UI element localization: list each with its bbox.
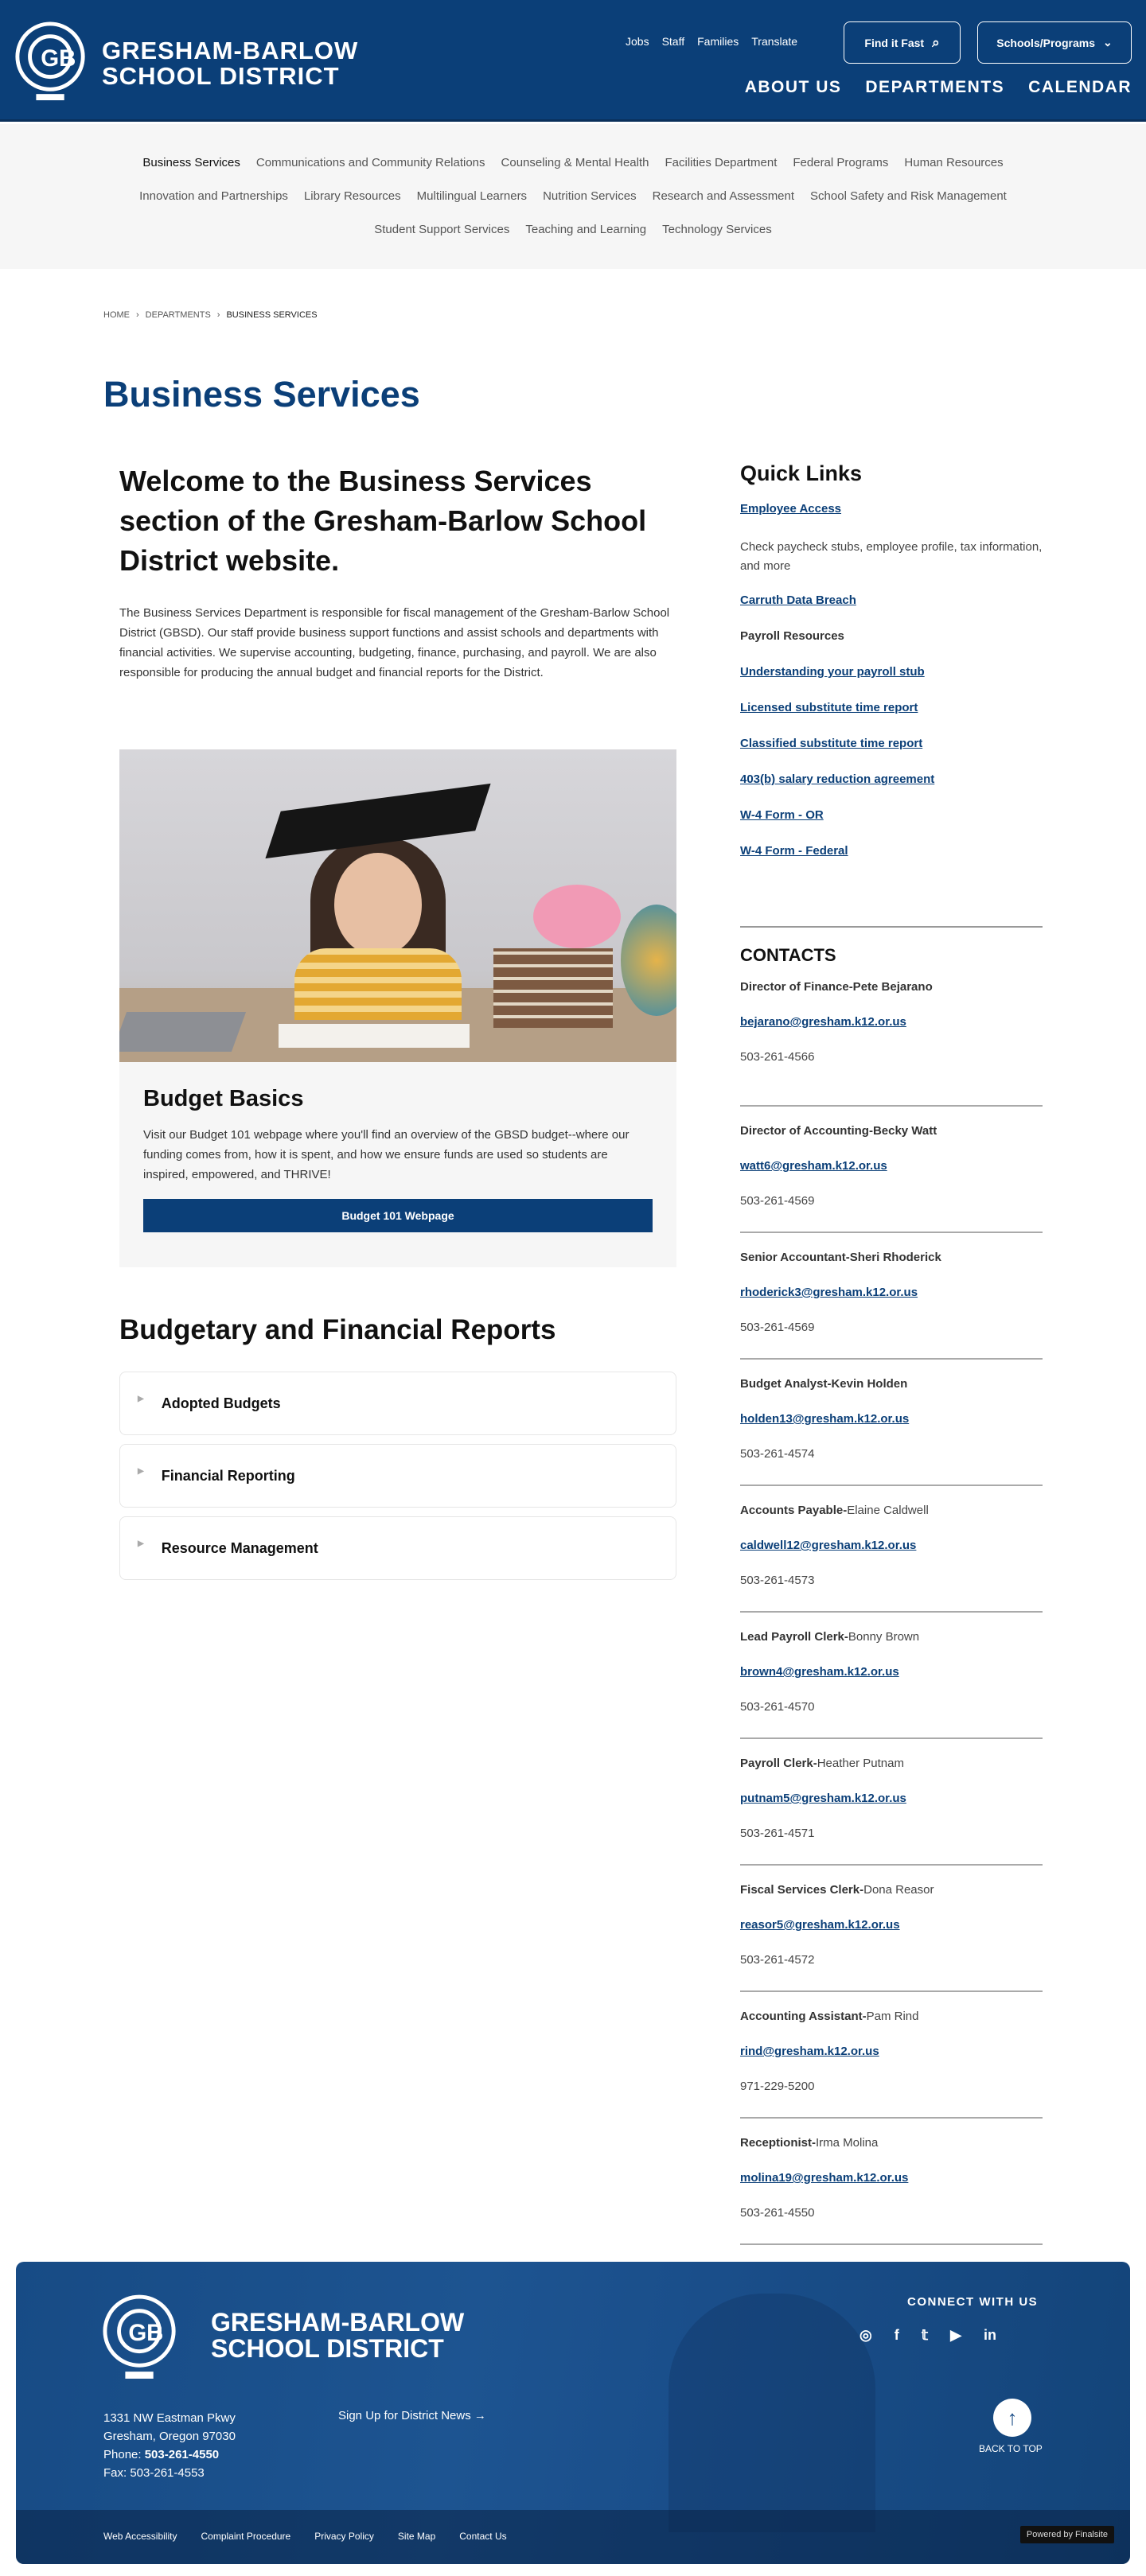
svg-text:GB: GB (128, 2319, 164, 2346)
subnav-row (0, 189, 1146, 203)
subnav-item[interactable]: Federal Programs (793, 156, 889, 169)
caret-right-icon: ▶ (138, 1539, 144, 1548)
contact-title (740, 980, 1043, 1015)
link-classified-sub-report[interactable]: Classified substitute time report (740, 737, 923, 750)
quick-links (740, 461, 1043, 880)
address-line-1: 1331 NW Eastman Pkwy (103, 2411, 236, 2425)
subnav-row (0, 156, 1146, 169)
contact-phone: 503-261-4550 (740, 2206, 815, 2220)
contact-email-link[interactable]: rind@gresham.k12.or.us (740, 2045, 879, 2058)
subnav-item[interactable]: Technology Services (662, 223, 772, 236)
caret-right-icon: ▶ (138, 1466, 144, 1476)
district-name[interactable] (102, 38, 358, 89)
contact-email-link[interactable]: watt6@gresham.k12.or.us (740, 1159, 887, 1173)
schools-programs-label: Schools/Programs (996, 36, 1095, 49)
svg-text:GB: GB (41, 45, 76, 72)
contact-name: Pam Rind (866, 2010, 919, 2023)
contact-card (740, 980, 1043, 1107)
twitter-icon[interactable]: 𝕥 (921, 2327, 929, 2343)
link-translate[interactable]: Translate (751, 35, 798, 48)
find-it-fast-button[interactable] (844, 21, 961, 64)
footer-bottom-bar (16, 2510, 1130, 2564)
contact-name: Heather Putnam (817, 1757, 904, 1770)
contact-title (740, 1757, 1043, 1792)
subnav-item[interactable]: Library Resources (303, 189, 401, 203)
connect-heading: CONNECT WITH US (907, 2295, 1039, 2309)
footer-links (103, 2531, 507, 2542)
link-complaint-procedure[interactable]: Complaint Procedure (201, 2531, 291, 2542)
arrow-right-icon: → (474, 2409, 486, 2422)
utility-nav (626, 35, 797, 48)
quick-links-heading: Quick Links (740, 461, 863, 485)
contacts-heading: CONTACTS (740, 945, 836, 965)
contact-title (740, 1251, 1043, 1286)
contact-phone: 503-261-4573 (740, 1574, 815, 1587)
link-site-map[interactable]: Site Map (397, 2531, 436, 2542)
accordion-adopted-budgets[interactable] (119, 1372, 676, 1435)
contact-title (740, 1883, 1043, 1918)
budget-101-button[interactable]: Budget 101 Webpage (143, 1199, 653, 1232)
site-header (0, 0, 1146, 122)
link-staff[interactable]: Staff (661, 35, 685, 48)
contact-email-link[interactable]: holden13@gresham.k12.or.us (740, 1412, 910, 1426)
budget-basics-card (119, 1062, 676, 1267)
contact-card (740, 1992, 1043, 2119)
contact-role: Director of Finance-Pete Bejarano (740, 980, 933, 994)
signup-district-news-link[interactable] (338, 2409, 486, 2422)
contact-title (740, 1377, 1043, 1412)
contact-email-link[interactable]: caldwell12@gresham.k12.or.us (740, 1539, 917, 1552)
contact-title (740, 1504, 1043, 1539)
contact-name: Irma Molina (816, 2136, 879, 2150)
welcome-heading: Welcome to the Business Services section of the Gresham-Barlow School District website. (119, 465, 647, 577)
contact-phone: 503-261-4569 (740, 1321, 815, 1334)
site-footer (16, 2262, 1130, 2564)
footer-fax: Fax: 503-261-4553 (103, 2466, 205, 2480)
contact-card (740, 1107, 1043, 1233)
contact-email-link[interactable]: rhoderick3@gresham.k12.or.us (740, 1286, 918, 1299)
contact-title (740, 1124, 1043, 1159)
brand-line-1: GRESHAM-BARLOW (102, 37, 359, 64)
subnav-item[interactable]: Facilities Department (665, 156, 778, 169)
contact-role: Budget Analyst-Kevin Holden (740, 1377, 908, 1391)
powered-by-finalsite[interactable]: Powered by Finalsite (1020, 2526, 1114, 2543)
budget-basics-text: Visit our Budget 101 webpage where you'll find an overview of the GBSD budget--where our funding comes from, how it is spent, and how we ensure funds are used so students are inspired, empowered, and THRIVE! (143, 1128, 630, 1181)
contact-email-link[interactable]: brown4@gresham.k12.or.us (740, 1665, 899, 1679)
budget-basics-heading: Budget Basics (143, 1086, 304, 1111)
contact-card (740, 1360, 1043, 1486)
facebook-icon[interactable]: f (894, 2327, 899, 2343)
subnav-item[interactable]: Multilingual Learners (416, 189, 528, 203)
contact-list (740, 980, 1043, 2245)
find-it-fast-label: Find it Fast (864, 36, 925, 49)
subnav-row (0, 223, 1146, 236)
accordion-label: Adopted Budgets (161, 1395, 281, 1411)
contact-card (740, 1739, 1043, 1866)
department-subnav (0, 124, 1146, 269)
contact-card (740, 1486, 1043, 1613)
link-licensed-sub-report[interactable]: Licensed substitute time report (740, 701, 918, 714)
subnav-item[interactable]: Nutrition Services (543, 189, 637, 203)
link-w4-federal[interactable]: W-4 Form - Federal (740, 844, 848, 858)
contact-name: Dona Reasor (863, 1883, 934, 1897)
subnav-item[interactable]: Counseling & Mental Health (501, 156, 649, 169)
subnav-item[interactable]: School Safety and Risk Management (810, 189, 1007, 203)
payroll-resources-heading: Payroll Resources (740, 629, 844, 643)
schools-programs-dropdown[interactable] (977, 21, 1132, 64)
contact-email-link[interactable]: molina19@gresham.k12.or.us (740, 2171, 909, 2185)
phone-number[interactable]: 503-261-4550 (144, 2448, 220, 2461)
footer-district-name (211, 2309, 464, 2362)
contact-title (740, 1630, 1043, 1665)
linkedin-icon[interactable]: in (983, 2327, 996, 2343)
nav-about-us[interactable]: ABOUT US (744, 78, 842, 96)
footer-address (103, 2409, 236, 2482)
brand-line-2: SCHOOL DISTRICT (102, 62, 340, 90)
contact-role: Accounting Assistant- (740, 2010, 867, 2023)
link-contact-us[interactable]: Contact Us (459, 2531, 507, 2542)
subnav-item[interactable]: Student Support Services (374, 223, 510, 236)
contact-title (740, 2136, 1043, 2171)
footer-brand-line-1: GRESHAM-BARLOW (211, 2308, 465, 2337)
breadcrumb-home[interactable]: HOME (103, 310, 130, 320)
contact-role: Payroll Clerk- (740, 1757, 817, 1770)
contact-role: Senior Accountant-Sheri Rhoderick (740, 1251, 941, 1264)
subnav-item[interactable]: Communications and Community Relations (255, 156, 485, 169)
breadcrumb-current: BUSINESS SERVICES (226, 310, 318, 320)
district-logo[interactable] (13, 19, 91, 105)
footer-brand-line-2: SCHOOL DISTRICT (211, 2334, 444, 2363)
contact-phone: 503-261-4572 (740, 1953, 815, 1967)
employee-access-description: Check paycheck stubs, employee profile, tax information, and more (740, 540, 1043, 573)
intro-paragraph: The Business Services Department is responsible for fiscal management of the Gresham-Barlow School District (GBSD). Our staff provide business support functions and assist schools and departments with financial activities. We supervise accounting, budgeting, finance, purchasing, and payroll. We are also responsible for producing the annual budget and financial reports for the District. (119, 606, 670, 679)
contact-phone: 503-261-4566 (740, 1050, 815, 1064)
breadcrumb-departments[interactable]: DEPARTMENTS (145, 310, 211, 320)
contact-name: Bonny Brown (848, 1630, 920, 1644)
contact-role: Director of Accounting-Becky Watt (740, 1124, 937, 1138)
contact-email-link[interactable]: bejarano@gresham.k12.or.us (740, 1015, 906, 1029)
contact-card (740, 1233, 1043, 1360)
subnav-item[interactable]: Research and Assessment (652, 189, 795, 203)
back-to-top-label[interactable]: BACK TO TOP (979, 2443, 1043, 2454)
link-payroll-stub[interactable]: Understanding your payroll stub (740, 665, 925, 679)
nav-calendar[interactable]: CALENDAR (1028, 78, 1132, 96)
contacts-section (740, 926, 1043, 2245)
contact-card (740, 2119, 1043, 2245)
contact-name: Elaine Caldwell (847, 1504, 929, 1517)
signup-label: Sign Up for District News (338, 2409, 471, 2422)
contact-phone: 503-261-4569 (740, 1194, 815, 1208)
accordion-label: Resource Management (161, 1539, 318, 1556)
contact-phone: 503-261-4571 (740, 1827, 815, 1840)
reports-heading: Budgetary and Financial Reports (119, 1314, 556, 1345)
link-w4-or[interactable]: W-4 Form - OR (740, 808, 824, 822)
contact-phone: 971-229-5200 (740, 2080, 815, 2093)
nav-departments[interactable]: DEPARTMENTS (865, 78, 1005, 96)
footer-district-logo (102, 2290, 180, 2384)
chevron-down-icon: ⌄ (1102, 36, 1113, 49)
contact-email-link[interactable]: putnam5@gresham.k12.or.us (740, 1792, 906, 1805)
contact-card (740, 1613, 1043, 1739)
search-icon: ⌕ (932, 34, 940, 50)
link-carruth-data-breach[interactable]: Carruth Data Breach (740, 593, 856, 607)
subnav-item[interactable]: Teaching and Learning (525, 223, 647, 236)
caret-right-icon: ▶ (138, 1394, 144, 1403)
main-nav (745, 78, 1132, 97)
breadcrumb (103, 310, 318, 320)
accordion-label: Financial Reporting (161, 1467, 295, 1484)
link-jobs[interactable]: Jobs (626, 35, 649, 48)
contact-role: Receptionist- (740, 2136, 817, 2150)
contact-role: Accounts Payable- (740, 1504, 848, 1517)
contact-email-link[interactable]: reasor5@gresham.k12.or.us (740, 1918, 900, 1932)
contact-title (740, 2010, 1043, 2045)
accordion-financial-reporting[interactable] (119, 1444, 676, 1508)
contact-phone: 503-261-4574 (740, 1447, 815, 1461)
arrow-up-icon: ↑ (1007, 2405, 1018, 2430)
youtube-icon[interactable]: ▶ (950, 2327, 961, 2343)
breadcrumb-separator: › (216, 310, 220, 320)
subnav-item[interactable]: Human Resources (904, 156, 1004, 169)
subnav-item[interactable]: Innovation and Partnerships (139, 189, 288, 203)
address-line-2: Gresham, Oregon 97030 (103, 2430, 236, 2443)
contact-role: Fiscal Services Clerk- (740, 1883, 864, 1897)
link-families[interactable]: Families (697, 35, 739, 48)
subnav-item[interactable]: Business Services (142, 156, 240, 169)
page-title: Business Services (103, 374, 420, 414)
accordion-resource-management[interactable] (119, 1516, 676, 1580)
back-to-top-button[interactable] (993, 2399, 1031, 2437)
link-employee-access[interactable]: Employee Access (740, 502, 842, 516)
link-403b-agreement[interactable]: 403(b) salary reduction agreement (740, 772, 935, 786)
phone-label: Phone: (103, 2448, 145, 2461)
social-links (860, 2327, 996, 2344)
main-content (119, 461, 676, 683)
instagram-icon[interactable]: ◎ (860, 2327, 872, 2343)
contact-phone: 503-261-4570 (740, 1700, 815, 1714)
student-graduation-photo (119, 749, 676, 1062)
contact-card (740, 1866, 1043, 1992)
link-web-accessibility[interactable]: Web Accessibility (103, 2531, 177, 2542)
breadcrumb-separator: › (136, 310, 139, 320)
contact-role: Lead Payroll Clerk- (740, 1630, 848, 1644)
link-privacy-policy[interactable]: Privacy Policy (314, 2531, 374, 2542)
footer-phone (103, 2446, 236, 2464)
